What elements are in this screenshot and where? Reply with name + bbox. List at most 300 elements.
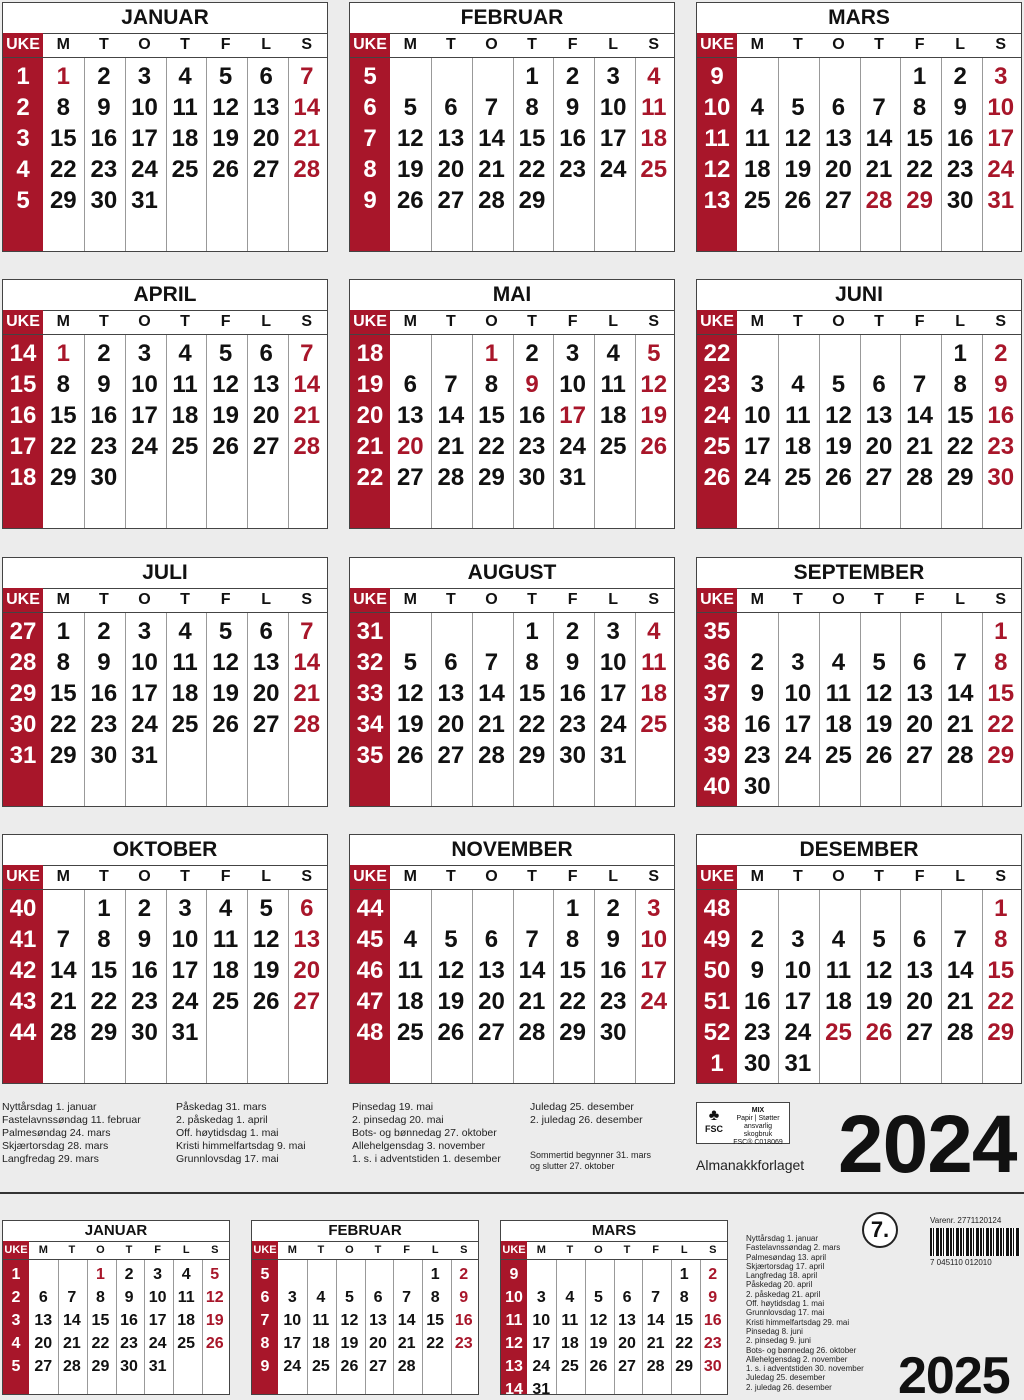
day-cell: 6 bbox=[300, 895, 314, 922]
week-row bbox=[3, 154, 327, 185]
day-cell: 26 bbox=[825, 464, 852, 491]
day-cell: 8 bbox=[679, 1289, 689, 1306]
day-cell: 31 bbox=[148, 1358, 167, 1375]
weekday-label: S bbox=[460, 1244, 468, 1256]
day-cell: 3 bbox=[791, 926, 805, 953]
week-row bbox=[697, 771, 1021, 802]
weekday-label: T bbox=[792, 313, 803, 330]
day-cell: 17 bbox=[532, 1335, 551, 1352]
day-cell: 21 bbox=[478, 711, 505, 738]
day-cell: 14 bbox=[946, 680, 974, 707]
week-row bbox=[350, 1017, 674, 1048]
weekday-label: M bbox=[56, 868, 70, 885]
day-cell: 10 bbox=[171, 926, 199, 953]
day-cell: 9 bbox=[97, 649, 111, 676]
day-cell: 19 bbox=[865, 988, 893, 1015]
day-cell: 27 bbox=[293, 988, 321, 1015]
weekday-label: O bbox=[345, 1244, 354, 1256]
day-cell: 28 bbox=[293, 433, 321, 460]
day-cell: 22 bbox=[91, 1335, 110, 1352]
day-cell: 12 bbox=[212, 371, 239, 398]
day-cell: 10 bbox=[784, 680, 812, 707]
day-cell: 23 bbox=[454, 1335, 473, 1352]
day-cell: 20 bbox=[252, 680, 280, 707]
day-cell: 21 bbox=[293, 125, 321, 152]
week-number: 5 bbox=[16, 187, 30, 214]
day-cell: 20 bbox=[252, 402, 280, 429]
day-cell: 29 bbox=[987, 1019, 1015, 1046]
month-desember bbox=[696, 834, 1022, 1084]
week-row bbox=[3, 924, 327, 955]
day-cell: 19 bbox=[205, 1312, 224, 1329]
weekday-label: O bbox=[138, 313, 151, 330]
day-cell bbox=[165, 185, 206, 216]
day-cell: 27 bbox=[369, 1358, 387, 1375]
day-cell bbox=[778, 616, 819, 647]
month-title: NOVEMBER bbox=[451, 838, 573, 861]
week-number: 52 bbox=[703, 1019, 731, 1046]
day-cell: 24 bbox=[640, 988, 668, 1015]
holiday-item: Fastelavnssøndag 11. februar bbox=[2, 1114, 141, 1126]
week-label: UKE bbox=[502, 1244, 526, 1256]
week-number: 44 bbox=[356, 895, 384, 922]
header-divider bbox=[697, 334, 1021, 335]
day-cell: 6 bbox=[444, 649, 458, 676]
day-cell bbox=[818, 338, 859, 369]
day-cell: 4 bbox=[831, 649, 846, 676]
day-cell: 15 bbox=[49, 125, 77, 152]
day-cell: 8 bbox=[565, 926, 580, 953]
day-cell: 17 bbox=[148, 1312, 167, 1329]
day-cell: 25 bbox=[171, 156, 199, 183]
weekday-header bbox=[697, 33, 1021, 57]
day-cell: 18 bbox=[171, 680, 199, 707]
weekday-label: L bbox=[955, 868, 966, 885]
day-cell: 22 bbox=[518, 711, 546, 738]
day-cell bbox=[613, 1263, 642, 1286]
day-cell bbox=[200, 1355, 229, 1378]
week-row bbox=[350, 462, 674, 493]
week-label: UKE bbox=[700, 313, 734, 330]
weekday-label: T bbox=[445, 36, 456, 53]
week-number: 23 bbox=[703, 371, 731, 398]
day-cell: 20 bbox=[437, 711, 465, 738]
weekday-label: T bbox=[874, 313, 884, 330]
week-number: 27 bbox=[9, 618, 37, 645]
day-cell: 21 bbox=[293, 402, 321, 429]
day-cell: 17 bbox=[283, 1335, 302, 1352]
day-cell: 9 bbox=[459, 1289, 469, 1306]
day-cell: 28 bbox=[865, 187, 893, 214]
fsc-mix: MIX bbox=[751, 1107, 765, 1114]
day-cell: 4 bbox=[403, 926, 417, 953]
day-cell: 12 bbox=[212, 94, 239, 121]
weekday-header bbox=[350, 865, 674, 889]
weekday-label: O bbox=[485, 591, 498, 608]
week-row bbox=[3, 369, 327, 400]
day-cell: 26 bbox=[396, 742, 424, 769]
week-number: 24 bbox=[703, 402, 731, 429]
day-cell: 18 bbox=[743, 156, 771, 183]
day-cell: 15 bbox=[946, 402, 974, 429]
day-cell: 20 bbox=[825, 156, 852, 183]
day-cell: 14 bbox=[397, 1312, 416, 1329]
day-cell bbox=[980, 1048, 1021, 1079]
header-divider bbox=[3, 889, 327, 890]
day-cell bbox=[940, 893, 981, 924]
barcode-digits: 7 045110 012010 bbox=[930, 1258, 992, 1267]
week-row bbox=[350, 338, 674, 369]
day-cell bbox=[859, 771, 900, 802]
day-cell: 5 bbox=[791, 94, 805, 121]
day-cell: 1 bbox=[994, 895, 1008, 922]
day-cell: 22 bbox=[987, 711, 1015, 738]
holiday-item: Off. høytidsdag 1. mai bbox=[176, 1127, 279, 1139]
day-cell: 14 bbox=[906, 402, 933, 429]
weekday-label: T bbox=[374, 1244, 382, 1256]
weekday-label: O bbox=[485, 36, 498, 53]
day-cell: 25 bbox=[560, 1358, 579, 1375]
fsc-line1: Papir | Støtter bbox=[736, 1115, 780, 1122]
day-cell: 31 bbox=[987, 187, 1015, 214]
day-cell: 28 bbox=[946, 1019, 974, 1046]
weekday-label: O bbox=[485, 313, 498, 330]
day-cell: 13 bbox=[906, 680, 933, 707]
weekday-label: L bbox=[680, 1244, 688, 1256]
day-cell: 9 bbox=[124, 1289, 134, 1306]
weekday-header bbox=[3, 865, 327, 889]
day-cell: 25 bbox=[171, 711, 199, 738]
fsc-tree-icon: ♣ FSC bbox=[705, 1107, 723, 1134]
month-juni bbox=[696, 279, 1022, 529]
day-cell: 22 bbox=[906, 156, 933, 183]
holiday-item: 2. juledag 26. desember bbox=[746, 1382, 832, 1392]
day-cell: 27 bbox=[34, 1358, 53, 1375]
weekday-label: T bbox=[98, 36, 109, 53]
day-cell: 27 bbox=[906, 742, 933, 769]
week-row bbox=[501, 1263, 727, 1286]
month-title: MARS bbox=[828, 6, 890, 29]
day-cell: 30 bbox=[518, 464, 546, 491]
month-juli bbox=[2, 557, 328, 807]
weekday-label: T bbox=[98, 868, 109, 885]
day-cell: 29 bbox=[90, 1019, 118, 1046]
day-cell: 6 bbox=[831, 94, 846, 121]
holiday-item: Påskedag 20. april bbox=[746, 1280, 813, 1290]
day-cell: 11 bbox=[397, 957, 423, 984]
week-number: 1 bbox=[11, 1266, 21, 1283]
day-cell bbox=[246, 462, 287, 493]
week-number: 47 bbox=[356, 988, 384, 1015]
week-number: 33 bbox=[356, 680, 384, 707]
day-cell: 25 bbox=[743, 187, 771, 214]
weekday-label: F bbox=[652, 1244, 659, 1256]
holiday-item: Nyttårsdag 1. januar bbox=[2, 1101, 97, 1113]
week-label: UKE bbox=[6, 36, 40, 53]
publisher-name: Almanakkforlaget bbox=[696, 1157, 805, 1173]
day-cell: 10 bbox=[784, 957, 812, 984]
day-cell: 22 bbox=[49, 433, 77, 460]
day-cell bbox=[431, 616, 472, 647]
day-cell: 30 bbox=[90, 742, 118, 769]
day-cell bbox=[286, 1017, 327, 1048]
day-cell bbox=[246, 1017, 287, 1048]
day-cell: 24 bbox=[784, 1019, 812, 1046]
day-cell: 9 bbox=[565, 94, 580, 121]
day-cell: 13 bbox=[293, 926, 321, 953]
day-cell: 16 bbox=[559, 125, 586, 152]
week-row bbox=[3, 709, 327, 740]
weekday-label: T bbox=[68, 1244, 76, 1256]
weekday-label: M bbox=[403, 36, 417, 53]
day-cell: 3 bbox=[791, 649, 805, 676]
day-cell: 14 bbox=[437, 402, 465, 429]
day-cell: 2 bbox=[953, 63, 967, 90]
day-cell: 21 bbox=[646, 1335, 665, 1352]
day-cell: 5 bbox=[647, 340, 661, 367]
day-cell: 3 bbox=[137, 63, 152, 90]
weekday-label: S bbox=[995, 591, 1007, 608]
week-number: 11 bbox=[704, 125, 730, 152]
week-number: 19 bbox=[356, 371, 384, 398]
weekday-label: O bbox=[594, 1244, 603, 1256]
day-cell: 29 bbox=[906, 187, 933, 214]
day-cell: 21 bbox=[293, 680, 321, 707]
day-cell: 15 bbox=[49, 680, 77, 707]
day-cell: 15 bbox=[90, 957, 118, 984]
weekday-label: T bbox=[527, 868, 537, 885]
day-cell bbox=[818, 771, 859, 802]
week-label: UKE bbox=[700, 36, 734, 53]
day-cell: 4 bbox=[181, 1266, 191, 1283]
day-cell: 12 bbox=[212, 649, 239, 676]
week-row bbox=[350, 616, 674, 647]
day-cell: 18 bbox=[396, 988, 424, 1015]
week-label: UKE bbox=[4, 1244, 28, 1256]
day-cell: 27 bbox=[865, 464, 893, 491]
holiday-item: Juledag 25. desember bbox=[746, 1373, 826, 1383]
day-cell: 23 bbox=[131, 988, 158, 1015]
week-number: 9 bbox=[260, 1358, 270, 1375]
weekday-label: F bbox=[220, 868, 231, 885]
month-title: MARS bbox=[591, 1222, 637, 1239]
day-cell: 24 bbox=[148, 1335, 167, 1352]
weekday-label: F bbox=[567, 313, 578, 330]
week-number: 35 bbox=[356, 742, 384, 769]
day-cell: 26 bbox=[437, 1019, 465, 1046]
weekday-label: S bbox=[211, 1244, 219, 1256]
day-cell: 19 bbox=[396, 156, 424, 183]
day-cell: 16 bbox=[454, 1312, 473, 1329]
day-cell bbox=[556, 1378, 585, 1395]
week-row bbox=[350, 709, 674, 740]
day-cell: 20 bbox=[34, 1335, 53, 1352]
week-number: 9 bbox=[509, 1266, 519, 1283]
week-row bbox=[697, 369, 1021, 400]
week-row bbox=[3, 400, 327, 431]
header-divider bbox=[3, 612, 327, 613]
day-cell: 22 bbox=[426, 1335, 445, 1352]
holiday-item: 1. s. i adventstiden 30. november bbox=[746, 1364, 864, 1374]
week-row bbox=[3, 616, 327, 647]
day-cell bbox=[205, 462, 246, 493]
month-januar bbox=[2, 2, 328, 252]
weekday-label: L bbox=[261, 313, 272, 330]
day-cell: 23 bbox=[559, 711, 586, 738]
weekday-label: T bbox=[98, 313, 109, 330]
day-cell: 9 bbox=[953, 94, 967, 121]
day-cell: 15 bbox=[518, 680, 546, 707]
day-cell: 23 bbox=[599, 988, 627, 1015]
day-cell: 28 bbox=[293, 156, 321, 183]
week-row bbox=[3, 1332, 229, 1355]
week-number: 18 bbox=[9, 464, 37, 491]
day-cell bbox=[633, 185, 674, 216]
day-cell bbox=[165, 462, 206, 493]
day-cell: 20 bbox=[906, 711, 933, 738]
day-cell: 6 bbox=[259, 340, 273, 367]
weekday-header bbox=[697, 865, 1021, 889]
weekday-label: O bbox=[485, 868, 498, 885]
day-cell: 1 bbox=[525, 63, 539, 90]
day-cell: 25 bbox=[311, 1358, 330, 1375]
weekday-label: M bbox=[56, 36, 70, 53]
year-2025: 2025 bbox=[898, 1347, 1010, 1400]
day-cell: 13 bbox=[478, 957, 505, 984]
month-title: SEPTEMBER bbox=[793, 561, 925, 584]
day-cell bbox=[390, 61, 431, 92]
holiday-item: 2. pinsedag 20. mai bbox=[352, 1114, 444, 1126]
holiday-item: 1. s. i adventstiden 1. desember bbox=[352, 1153, 501, 1165]
weekday-label: T bbox=[792, 36, 803, 53]
day-cell: 24 bbox=[171, 988, 199, 1015]
day-cell: 26 bbox=[205, 1335, 224, 1352]
day-cell: 14 bbox=[293, 649, 321, 676]
weekday-label: O bbox=[832, 313, 845, 330]
day-cell: 6 bbox=[912, 649, 927, 676]
day-cell: 8 bbox=[95, 1289, 105, 1306]
day-cell: 3 bbox=[137, 618, 152, 645]
day-cell: 9 bbox=[994, 371, 1008, 398]
day-cell: 30 bbox=[743, 773, 771, 800]
week-number: 43 bbox=[9, 988, 37, 1015]
month-title: JANUAR bbox=[84, 1222, 148, 1239]
day-cell: 16 bbox=[120, 1312, 138, 1329]
weekday-label: S bbox=[301, 36, 313, 53]
day-cell: 7 bbox=[953, 649, 967, 676]
day-cell: 7 bbox=[56, 926, 70, 953]
week-row bbox=[501, 1332, 727, 1355]
weekday-label: L bbox=[182, 1244, 190, 1256]
day-cell: 15 bbox=[478, 402, 505, 429]
day-cell bbox=[307, 1263, 336, 1286]
day-cell: 6 bbox=[912, 926, 927, 953]
holiday-item: 2. pinsedag 9. juni bbox=[746, 1336, 811, 1346]
weekday-label: F bbox=[220, 36, 231, 53]
day-cell: 29 bbox=[478, 464, 505, 491]
day-cell: 5 bbox=[259, 895, 273, 922]
day-cell bbox=[737, 61, 778, 92]
week-row bbox=[350, 986, 674, 1017]
weekday-label: T bbox=[527, 591, 537, 608]
week-number: 31 bbox=[356, 618, 384, 645]
day-cell bbox=[527, 1263, 556, 1286]
day-cell: 25 bbox=[212, 988, 239, 1015]
day-cell: 22 bbox=[49, 156, 77, 183]
weekday-label: F bbox=[567, 591, 578, 608]
day-cell: 1 bbox=[56, 63, 70, 90]
week-number: 51 bbox=[703, 988, 731, 1015]
week-row bbox=[3, 740, 327, 771]
day-cell: 29 bbox=[91, 1358, 110, 1375]
header-divider bbox=[350, 612, 674, 613]
day-cell: 20 bbox=[252, 125, 280, 152]
weekday-label: S bbox=[995, 868, 1007, 885]
week-row bbox=[3, 955, 327, 986]
day-cell: 19 bbox=[212, 680, 239, 707]
day-cell: 30 bbox=[131, 1019, 158, 1046]
day-cell: 29 bbox=[987, 742, 1015, 769]
week-row bbox=[3, 123, 327, 154]
day-cell: 31 bbox=[131, 187, 158, 214]
day-cell: 5 bbox=[593, 1289, 603, 1306]
week-number: 22 bbox=[356, 464, 384, 491]
day-cell: 25 bbox=[825, 1019, 852, 1046]
day-cell: 14 bbox=[478, 680, 505, 707]
day-cell: 4 bbox=[647, 63, 661, 90]
day-cell: 6 bbox=[444, 94, 458, 121]
day-cell: 23 bbox=[120, 1335, 138, 1352]
day-cell: 18 bbox=[825, 988, 852, 1015]
day-cell: 19 bbox=[252, 957, 280, 984]
day-cell: 26 bbox=[252, 988, 280, 1015]
holiday-item: Påskedag 31. mars bbox=[176, 1101, 267, 1113]
day-cell: 6 bbox=[622, 1289, 632, 1306]
week-row bbox=[350, 154, 674, 185]
week-number: 13 bbox=[505, 1358, 523, 1375]
day-cell: 26 bbox=[212, 711, 239, 738]
week-number: 44 bbox=[9, 1019, 37, 1046]
day-cell: 30 bbox=[120, 1358, 138, 1375]
week-number: 39 bbox=[703, 742, 731, 769]
day-cell: 22 bbox=[518, 156, 546, 183]
week-number: 41 bbox=[9, 926, 37, 953]
day-cell: 4 bbox=[218, 895, 233, 922]
month-title: OKTOBER bbox=[112, 838, 218, 861]
weekday-label: M bbox=[56, 591, 70, 608]
holiday-item: Fastelavnssøndag 2. mars bbox=[746, 1243, 841, 1253]
day-cell: 10 bbox=[599, 649, 627, 676]
day-cell: 27 bbox=[252, 433, 280, 460]
weekday-label: T bbox=[180, 868, 190, 885]
day-cell: 8 bbox=[430, 1289, 440, 1306]
day-cell bbox=[431, 893, 472, 924]
week-row bbox=[3, 647, 327, 678]
week-number: 49 bbox=[703, 926, 731, 953]
item-number: Varenr. 2771120124 bbox=[930, 1216, 1002, 1225]
week-row bbox=[697, 893, 1021, 924]
day-cell: 19 bbox=[825, 433, 852, 460]
day-cell: 19 bbox=[865, 711, 893, 738]
day-cell: 14 bbox=[293, 371, 321, 398]
day-cell: 8 bbox=[953, 371, 967, 398]
day-cell: 9 bbox=[750, 680, 764, 707]
day-cell: 22 bbox=[478, 433, 505, 460]
weekday-label: L bbox=[608, 313, 619, 330]
day-cell: 30 bbox=[559, 742, 586, 769]
week-row bbox=[697, 647, 1021, 678]
day-cell: 25 bbox=[784, 464, 812, 491]
